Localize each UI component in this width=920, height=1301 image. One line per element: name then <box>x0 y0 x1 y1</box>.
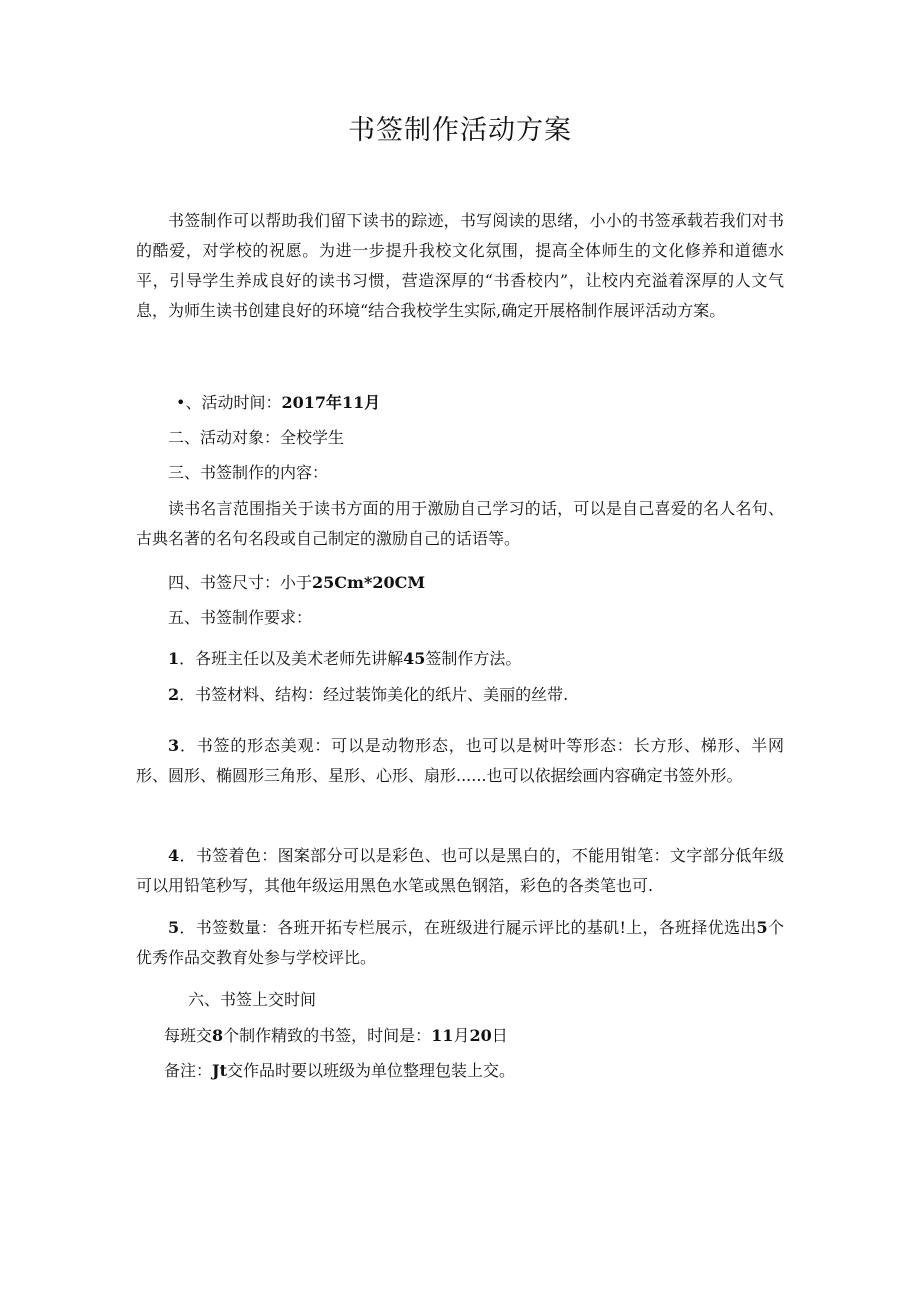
section-activity-time <box>176 388 380 418</box>
note-label: 备注： <box>164 1061 213 1080</box>
note-text: 交作品时要以班级为单位整理包装上交。 <box>226 1061 515 1080</box>
section-size <box>168 568 425 598</box>
requirement-text: ．书签数量：各班开拓专栏展示，在班级进行屣示评比的基矶!上，各班择优选出 <box>179 918 757 937</box>
size-label: 四、书签尺寸：小于 <box>168 573 313 592</box>
requirement-2 <box>168 680 568 710</box>
requirement-number: 3 <box>168 736 180 755</box>
submit-text: 月 <box>453 1026 470 1045</box>
submit-text: 个制作精致的书签，时间是： <box>223 1026 432 1045</box>
requirement-4 <box>136 841 784 901</box>
section-submit-heading: 六、书签上交时间 <box>188 990 317 1009</box>
submit-line <box>164 1021 508 1051</box>
requirement-3 <box>136 731 784 791</box>
requirement-5 <box>136 913 784 973</box>
requirement-text: 签制作方法。 <box>425 649 522 668</box>
requirement-text: ．各班主任以及美术老师先讲解 <box>179 649 404 668</box>
submit-bold: 11 <box>431 1026 454 1045</box>
requirement-number: 5 <box>168 918 180 937</box>
submit-bold: 20 <box>469 1026 492 1045</box>
size-value: 25Cm*20CM <box>312 573 426 592</box>
requirement-bold: 45 <box>403 649 426 668</box>
note-line <box>164 1056 515 1086</box>
content-paragraph: 读书名言范围指关于读书方面的用于激励自己学习的话，可以是自己喜爱的名人名句、古典名著的名句名段或自己制定的激励自己的话语等。 <box>136 499 784 548</box>
activity-time-value: 2017年11月 <box>281 393 381 412</box>
note-bold: Jt <box>212 1061 227 1080</box>
section-content-heading: 三、书签制作的内容： <box>168 463 329 482</box>
section-activity-target: 二、活动对象：全校学生 <box>168 428 345 447</box>
requirement-text: 个优秀作品交教育处参与学校评比。 <box>136 918 784 967</box>
requirement-text: ．书签的形态美观：可以是动物形态，也可以是树叶等形态：长方形、梯形、半网形、圆形、椭圆形三角形、星形、心形、扇形......也可以依据绘画内容确定书签外形。 <box>136 736 784 785</box>
requirement-number: 2 <box>168 685 180 704</box>
submit-bold: 8 <box>212 1026 224 1045</box>
requirement-text: ．书签着色：图案部分可以是彩色、也可以是黑白的，不能用钳笔：文字部分低年级可以用铅笔秒写，其他年级运用黑色水笔或黑色钢箔，彩色的各类笔也可. <box>136 846 784 895</box>
section-requirements-heading: 五、书签制作要求： <box>168 608 313 627</box>
requirement-1 <box>168 644 521 674</box>
requirement-text: ．书签材料、结构：经过装饰美化的纸片、美丽的丝带. <box>179 685 569 704</box>
activity-time-label: •、活动时间： <box>176 393 282 412</box>
requirement-bold: 5 <box>756 918 768 937</box>
submit-text: 每班交 <box>164 1026 213 1045</box>
requirement-number: 1 <box>168 649 180 668</box>
intro-paragraph: 书签制作可以帮助我们留下读书的踪迹，书写阅读的思绪，小小的书签承载若我们对书的酷爱，对学校的祝愿。为进一步提升我校文化氛围，提高全体师生的文化修养和道德水平，引导学生养成良好的读书习惯，营造深厚的“书香校内”，让校内充溢着深厚的人文气息，为师生读书创建良好的环境“结合我校学生实际,确定开展格制作展评活动方案。 <box>136 211 784 320</box>
requirement-number: 4 <box>168 846 180 865</box>
document-title: 书签制作活动方案 <box>348 115 572 146</box>
submit-text: 日 <box>491 1026 508 1045</box>
